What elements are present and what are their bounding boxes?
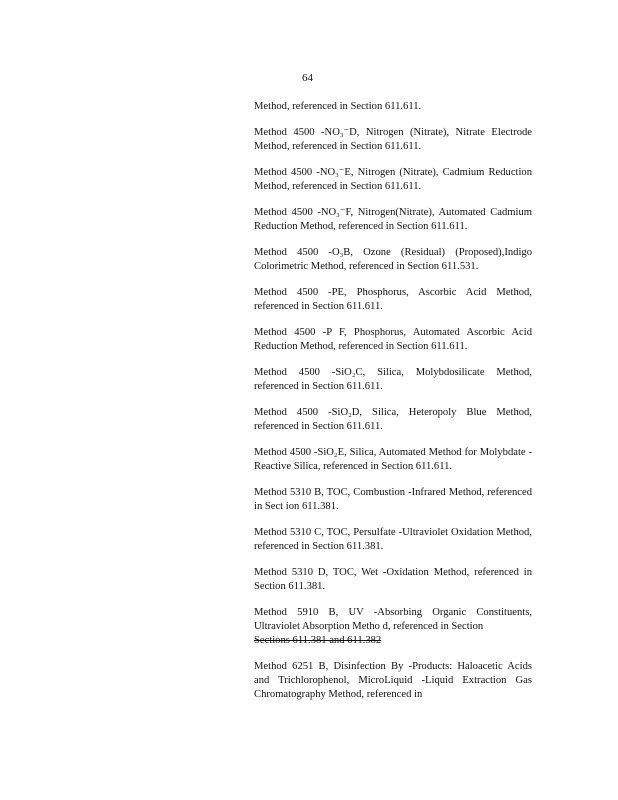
paragraph: Method 4500 -O₃B, Ozone (Residual) (Proposed),Indigo Colorimetric Method, referenced in Section 611.531. [254,247,532,272]
paragraph: Method 4500 -SiO₂D, Silica, Heteropoly Blue Method, referenced in Section 611.611. [254,407,532,432]
paragraph: Method 4500 -SiO₂C, Silica, Molybdosilicate Method, referenced in Section 611.611. [254,367,532,392]
paragraph: Method 6251 B, Disinfection By -Products: Haloacetic Acids and Trichlorophenol, MicroLiquid -Liquid Extraction Gas Chromatography Method, referenced in [254,661,532,700]
paragraph: Method 4500 -SiO₂E, Silica, Automated Method for Molybdate -Reactive Silica, referenced in Section 611.611. [254,447,532,472]
paragraph: Method 5310 B, TOC, Combustion -Infrared Method, referenced in Sect ion 611.381. [254,487,532,512]
struck-text: Sections 611.381 and 611.382 [254,635,382,646]
paragraph: Method, referenced in Section 611.611. [254,101,422,112]
paragraph: Method 4500 -P F, Phosphorus, Automated Ascorbic Acid Reduction Method, referenced in Section 611.611. [254,327,532,352]
paragraph: Method 4500 -PE, Phosphorus, Ascorbic Acid Method, referenced in Section 611.611. [254,287,532,312]
paragraph: Method 4500 -NO₃⁻D, Nitrogen (Nitrate), Nitrate Electrode Method, referenced in Section 611.611. [254,127,532,152]
paragraph: Method 5310 D, TOC, Wet -Oxidation Method, referenced in Section 611.381. [254,567,532,592]
paragraph: Method 5310 C, TOC, Persulfate -Ultraviolet Oxidation Method, referenced in Section 611.381. [254,527,532,552]
paragraph: Method 4500 -NO₃⁻F, Nitrogen(Nitrate), Automated Cadmium Reduction Method, referenced in Section 611.611. [254,207,532,232]
document-body [254,100,532,714]
paragraph: Method 5910 B, UV -Absorbing Organic Constituents, Ultraviolet Absorption Metho d, referenced in Section Sections 611.381 and 611.382 [254,607,532,646]
page-number: 64 [302,72,313,84]
paragraph: Method 4500 -NO₃⁻E, Nitrogen (Nitrate), Cadmium Reduction Method, referenced in Section 611.611. [254,167,532,192]
